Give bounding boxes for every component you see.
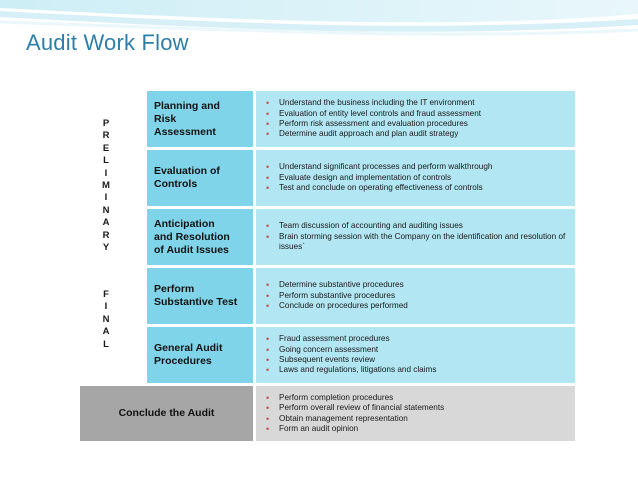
detail-item: • Fraud assessment procedures <box>266 334 436 344</box>
detail-item: • Perform risk assessment and evaluation procedures <box>266 119 481 129</box>
detail-item: • Brain storming session with the Company on the identification and resolution of issues` <box>266 232 569 253</box>
detail-item: • Subsequent events review <box>266 355 436 365</box>
detail-item: • Understand the business including the IT environment <box>266 98 481 108</box>
stage-label-evaluation: Evaluation of Controls <box>147 150 253 206</box>
stage-details-evaluation <box>256 150 575 206</box>
detail-item: • Obtain management representation <box>266 414 444 424</box>
stage-label-general: General Audit Procedures <box>147 327 253 383</box>
stage-details-substantive <box>256 268 575 324</box>
stage-label-planning: Planning and Risk Assessment <box>147 91 253 147</box>
stage-details-anticipation <box>256 209 575 265</box>
detail-item: • Determine audit approach and plan audit strategy <box>266 129 481 139</box>
stage-details-conclude <box>256 386 575 441</box>
detail-item: • Perform overall review of financial statements <box>266 403 444 413</box>
detail-item: • Evaluation of entity level controls and fraud assessment <box>266 109 481 119</box>
stage-label-anticipation: Anticipation and Resolution of Audit Issues <box>147 209 253 265</box>
preliminary-phase-label: P R E L I M I N A R Y <box>102 118 110 254</box>
detail-item: • Determine substantive procedures <box>266 280 408 290</box>
detail-item: • Conclude on procedures performed <box>266 301 408 311</box>
slide-title: Audit Work Flow <box>26 30 189 55</box>
detail-item: • Going concern assessment <box>266 345 436 355</box>
detail-item: • Team discussion of accounting and auditing issues <box>266 221 569 231</box>
detail-item: • Form an audit opinion <box>266 424 444 434</box>
final-phase-label: F I N A L <box>102 289 110 350</box>
stage-details-general <box>256 327 575 383</box>
detail-item: • Laws and regulations, litigations and claims <box>266 365 436 375</box>
detail-item: • Understand significant processes and perform walkthrough <box>266 162 492 172</box>
detail-item: • Test and conclude on operating effectiveness of controls <box>266 183 492 193</box>
detail-item: • Evaluate design and implementation of controls <box>266 173 492 183</box>
detail-item: • Perform substantive procedures <box>266 291 408 301</box>
stage-label-substantive: Perform Substantive Test <box>147 268 253 324</box>
stage-label-conclude: Conclude the Audit <box>80 386 253 441</box>
detail-item: • Perform completion procedures <box>266 393 444 403</box>
stage-details-planning <box>256 91 575 147</box>
